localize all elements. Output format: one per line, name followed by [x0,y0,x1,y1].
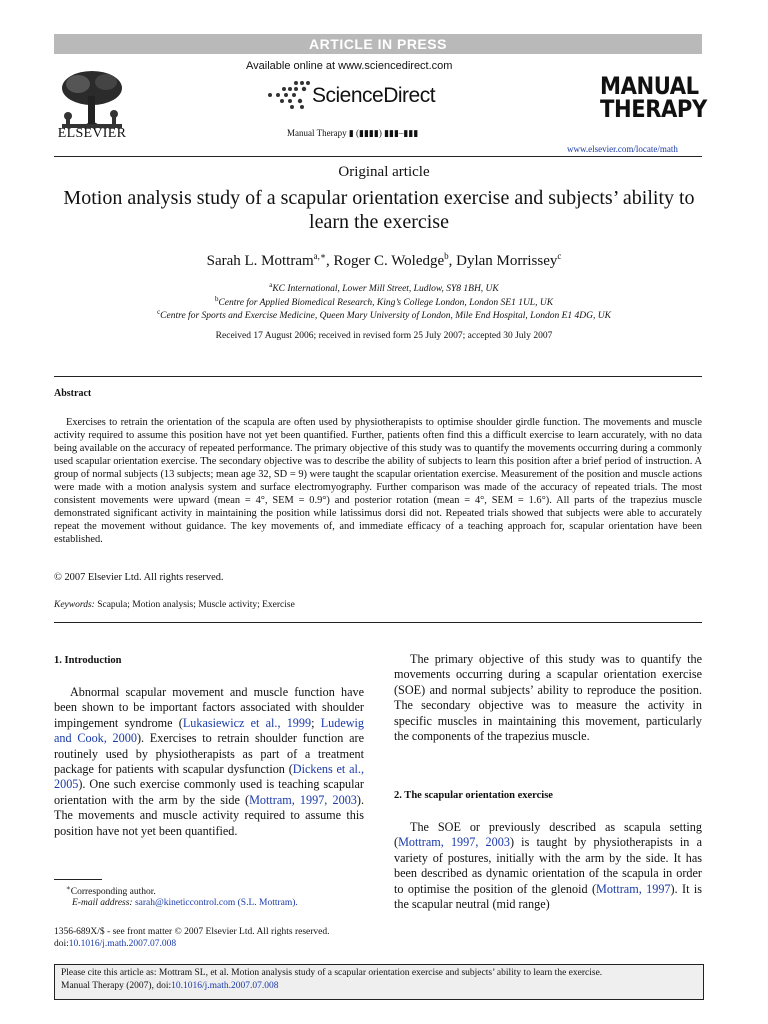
body-paragraph [54,685,364,839]
corresponding-author-note [66,884,156,897]
article-in-press-banner: ARTICLE IN PRESS [54,34,702,54]
affiliation [0,295,768,308]
doi-link[interactable]: 10.1016/j.math.2007.07.008 [68,939,177,949]
article-title: Motion analysis study of a scapular orientation exercise and subjects’ ability to learn the exercise [63,187,695,233]
citation-link[interactable]: Lukasiewicz et al., 1999 [182,715,312,730]
affiliation [0,308,768,321]
keywords [54,600,295,610]
author-affil-mark: c [557,251,562,261]
body-text-run: ). One such exercise commonly used is teaching scapular orientation with the arm by the side ( [54,777,364,807]
footnote-text: Corresponding author. [70,887,156,898]
email-link[interactable]: sarah@kineticcontrol.com (S.L. Mottram). [134,898,298,908]
affiliation-text: Centre for Sports and Exercise Medicine, Queen Mary University of London, Mile End Hospital, London E1 4DG, UK [160,311,611,322]
citation-link[interactable]: Dickens et al., 2005 [54,762,365,792]
citation-doi-link[interactable]: 10.1016/j.math.2007.07.008 [171,980,279,991]
article-type: Original article [338,164,430,180]
section-heading: 1. Introduction [54,655,122,666]
citation-box [54,964,704,1000]
available-online-text: Available online at www.sciencedirect.com [246,60,453,72]
abstract-text: Exercises to retrain the orientation of the scapula are often used by physiotherapists to optimise shoulder girdle function. The movements and muscle activity required to assume this position have not yet been quantified. Further, patients often find this a difficult exercise to learn accurately, with no data being available on the accuracy of repeated performance. The primary objective of this study was to quantify the movements occurring during a commonly used scapular orientation exercise. The secondary objective was to describe the ability of subjects to learn this position after a brief period of instruction. A group of normal subjects (13 subjects; mean age 32, SD = 9) were taught the scapular orientation exercise. Measurement of the position and muscle actions were made with a motion analysis system and surface electromyography. Further comparison was made of the accuracy of repeated trials. The most consistent movements were upward (mean = 4°, SEM = 0.9°) and posterior rotation (mean = 4°, SEM = 1.6°). All parts of the trapezius muscle demonstrated significant activity in maintaining the position while latissimus dorsi did not. Repeated trials showed that subjects were able to accurately repeat the movement without guidance. The key movements of, and immediate efficacy of a teaching approach for, scapular orientation have been established. [54,417,702,545]
affiliation-mark: a [269,281,273,289]
keywords-label: Keywords: [54,600,95,610]
body-paragraph: The primary objective of this study was to quantify the movements occurring during a scapular orientation exercise (SOE) and normal subjects’ ability to reproduce the position. The secondary objective was to measure the activity in specific muscles in maintaining this movement, particularly the components of the trapezius muscle. [394,652,702,744]
citation-link[interactable]: Ludewig and Cook, 2000 [54,715,365,746]
right-column-top [394,652,702,744]
author-affil-mark: a,∗ [313,251,327,261]
body-text-run: ). It is the scapular neutral (mid range) [394,881,702,912]
citation-link[interactable]: Mottram, 1997 [596,881,671,896]
citation-link[interactable]: Mottram, 1997, 2003 [398,835,510,850]
journal-logo-line1: MANUAL [600,72,699,100]
body-text-run: ) is taught by physiotherapists in a variety of postures, initially with the arm by the side. It has been described as dynamic orientation of the scapula in order to optimise the position of the glenoid ( [394,835,702,896]
citation-line [61,980,697,993]
affiliation-mark: b [214,295,219,303]
journal-reference: Manual Therapy ▮ (▮▮▮▮) ▮▮▮–▮▮▮ [287,128,419,138]
body-text-run: ). The movements and muscle activity required to assume this position have not yet been quantified. [54,792,364,838]
author-list [0,251,768,270]
issn-line: 1356-689X/$ - see front matter © 2007 Elsevier Ltd. All rights reserved. [54,927,330,937]
citation-prefix: Manual Therapy (2007), doi: [61,980,172,991]
section-heading: 2. The scapular orientation exercise [394,790,553,801]
citation-line: Please cite this article as: Mottram SL, et al. Motion analysis study of a scapular orientation exercise and subjects’ ability to learn the exercise. [61,968,603,978]
keywords-list: Scapula; Motion analysis; Muscle activity; Exercise [97,600,295,610]
email-label: E-mail address: [72,898,133,908]
author-name: Dylan Morrissey [456,253,558,269]
journal-logo-line2: THERAPY [600,95,707,123]
author-affil-mark: b [444,251,449,261]
footnote-rule [54,879,102,880]
author-name: Sarah L. Mottram [206,253,314,269]
abstract-heading: Abstract [54,388,92,399]
affiliation-mark: c [157,308,161,316]
body-paragraph [394,820,702,912]
left-column [54,685,364,839]
affiliation [0,281,768,294]
body-text-run: Abnormal scapular movement and muscle function have been shown to be important factors associated with shoulder impingement syndrome ( [54,685,364,730]
right-column-bottom [394,820,702,912]
doi-line [54,938,330,950]
author-name: Roger C. Woledge [333,253,445,269]
body-text-run: The SOE or previously described as scapula setting ( [394,820,702,850]
manual-therapy-logo [600,72,707,123]
email-note [72,898,298,908]
elsevier-wordmark: ELSEVIER [57,126,127,141]
affiliation-text: KC International, Lower Mill Street, Ludlow, SY8 1BH, UK [272,284,499,295]
sciencedirect-dots-icon [266,80,312,110]
received-dates: Received 17 August 2006; received in revised form 25 July 2007; accepted 30 July 2007 [215,331,553,341]
journal-url-link[interactable]: www.elsevier.com/locate/math [567,144,678,154]
affiliation-text: Centre for Applied Biomedical Research, King’s College London, London SE1 1UL, UK [218,298,554,309]
abstract-top-rule [54,376,702,377]
issn-block [54,926,330,950]
footnote-mark: ∗ [66,884,71,892]
abstract-copyright: © 2007 Elsevier Ltd. All rights reserved. [54,572,224,583]
citation-link[interactable]: Mottram, 1997, 2003 [249,792,357,807]
author-separator: , [448,253,457,269]
author-separator: , [326,253,334,269]
sciencedirect-wordmark: ScienceDirect [312,84,436,107]
doi-label: doi: [54,939,69,949]
header-divider [54,156,702,157]
body-text-run: ). Exercises to retrain shoulder function are routinely used by physiotherapists as part of a treatment package for patients with scapular dysfunction ( [54,731,364,777]
body-text-run: ; [311,715,321,730]
abstract-bottom-rule [54,622,702,623]
